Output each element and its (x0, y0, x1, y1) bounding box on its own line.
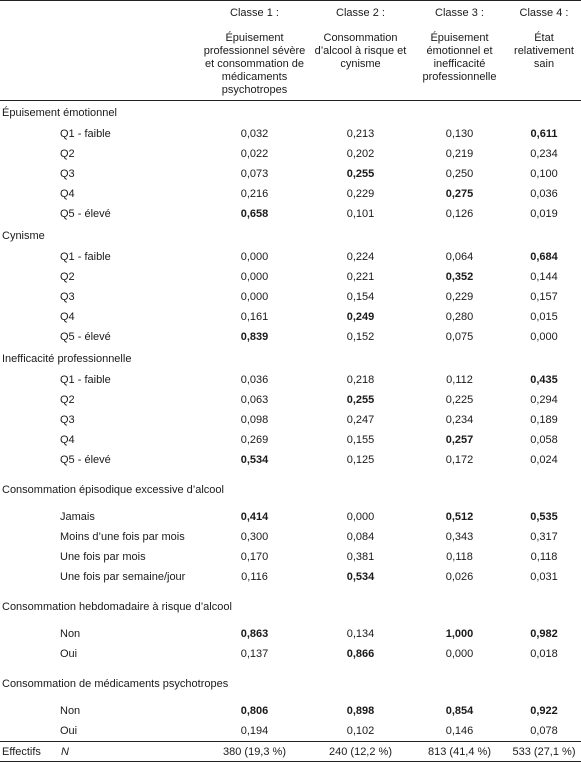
probability-cell: 0,218 (346, 374, 375, 386)
classe-title: Classe 1 : (230, 7, 279, 19)
row-label: Q5 - élevé (60, 454, 111, 466)
table-row (0, 450, 581, 470)
section-title: Consommation hebdomadaire à risque d’alcool (2, 601, 232, 613)
probability-cell: 0,024 (530, 454, 558, 466)
probability-cell: 0,102 (346, 725, 375, 737)
table-row (0, 204, 581, 224)
probability-cell: 0,152 (346, 331, 375, 343)
header-row (0, 1, 581, 101)
probability-cell: 0,866 (346, 648, 375, 660)
probability-cell: 0,255 (346, 168, 375, 180)
classe-description: État relativement sain (514, 32, 574, 70)
probability-cell: 0,300 (240, 531, 269, 543)
table-row (0, 287, 581, 307)
section-title: Inefficacité professionnelle (2, 352, 132, 365)
probability-cell: 0,036 (530, 188, 558, 200)
row-label: Q3 (60, 168, 75, 180)
header-classe-2 (309, 1, 412, 101)
probability-cell: 0,684 (530, 251, 558, 263)
probability-cell: 0,658 (240, 208, 269, 220)
probability-cell: 0,275 (445, 188, 474, 200)
table-row (0, 247, 581, 267)
probability-cell: 0,534 (240, 454, 269, 466)
table-row (0, 307, 581, 327)
probability-cell: 0,249 (346, 311, 375, 323)
probability-cell: 0,000 (240, 291, 269, 303)
row-label: Q4 (60, 434, 75, 446)
probability-cell: 0,063 (240, 394, 269, 406)
section-header-row (0, 470, 581, 507)
probability-cell: 0,352 (445, 271, 474, 283)
probability-cell: 1,000 (445, 628, 474, 640)
probability-cell: 0,125 (346, 454, 375, 466)
section-filler (309, 587, 581, 624)
table-row (0, 567, 581, 587)
probability-cell: 0,078 (530, 725, 558, 737)
probability-cell: 0,219 (445, 148, 474, 160)
row-label: Q1 - faible (60, 128, 111, 140)
probability-cell: 0,022 (240, 148, 269, 160)
probability-cell: 0,137 (240, 648, 269, 660)
table-row (0, 701, 581, 721)
effectifs-value: 813 (41,4 %) (412, 742, 507, 762)
probability-cell: 0,026 (445, 571, 474, 583)
probability-cell: 0,157 (530, 291, 558, 303)
row-label: Q5 - élevé (60, 331, 111, 343)
section-title: Épuisement émotionnel (2, 106, 117, 119)
section-header-row (0, 664, 581, 701)
probability-cell: 0,269 (240, 434, 269, 446)
table-row (0, 547, 581, 567)
probability-cell: 0,018 (530, 648, 558, 660)
table-row (0, 327, 581, 347)
table-row (0, 164, 581, 184)
probability-cell: 0,189 (530, 414, 558, 426)
row-label: Oui (60, 648, 78, 660)
table-row (0, 410, 581, 430)
table-row (0, 390, 581, 410)
row-label: Q4 (60, 188, 75, 200)
row-label: Q1 - faible (60, 374, 111, 386)
probability-cell: 0,154 (346, 291, 375, 303)
table-row (0, 267, 581, 287)
table-row (0, 124, 581, 144)
classe-title: Classe 2 : (336, 7, 385, 19)
row-label: Q4 (60, 311, 75, 323)
probability-cell: 0,250 (445, 168, 474, 180)
table-row (0, 721, 581, 742)
probability-cell: 0,806 (240, 705, 269, 717)
classe-description: Épuisement professionnel sévère et consommation de médicaments psychotropes (203, 32, 306, 96)
classe-description: Consommation d’alcool à risque et cynisme (314, 32, 407, 70)
probability-cell: 0,982 (530, 628, 558, 640)
section-header-row (0, 587, 581, 624)
probability-cell: 0,064 (445, 251, 474, 263)
probability-cell: 0,247 (346, 414, 375, 426)
probability-cell: 0,144 (530, 271, 558, 283)
probability-cell: 0,257 (445, 434, 474, 446)
probability-cell: 0,032 (240, 128, 269, 140)
row-label: Non (60, 705, 81, 717)
header-classe-1 (200, 1, 309, 101)
probability-cell: 0,000 (240, 271, 269, 283)
probability-cell: 0,075 (445, 331, 474, 343)
probability-cell: 0,202 (346, 148, 375, 160)
effectifs-label: Effectifs (2, 745, 41, 758)
probability-cell: 0,112 (446, 374, 473, 386)
probability-cell: 0,611 (530, 128, 558, 140)
table-row (0, 370, 581, 390)
section-title: Consommation de médicaments psychotropes (2, 678, 229, 690)
classe-title: Classe 3 : (435, 7, 484, 19)
probability-cell: 0,435 (530, 374, 558, 386)
row-label: Moins d’une fois par mois (60, 531, 185, 543)
probability-cell: 0,146 (445, 725, 474, 737)
probability-cell: 0,224 (346, 251, 375, 263)
probability-cell: 0,343 (445, 531, 474, 543)
row-label: Q3 (60, 414, 75, 426)
probability-cell: 0,015 (530, 311, 558, 323)
section-header-row (0, 101, 581, 125)
effectifs-value: 240 (12,2 %) (309, 742, 412, 762)
effectifs-n: N (61, 745, 69, 758)
table-body (0, 101, 581, 742)
probability-cell: 0,234 (530, 148, 558, 160)
probability-cell: 0,084 (346, 531, 375, 543)
probability-cell: 0,118 (530, 551, 558, 563)
probability-cell: 0,854 (445, 705, 474, 717)
table-row (0, 644, 581, 664)
probability-cell: 0,134 (346, 628, 375, 640)
probability-cell: 0,922 (530, 705, 558, 717)
probability-cell: 0,170 (240, 551, 269, 563)
probability-cell: 0,225 (445, 394, 474, 406)
probability-cell: 0,000 (445, 648, 474, 660)
probability-cell: 0,126 (445, 208, 474, 220)
section-filler (309, 664, 581, 701)
section-filler (309, 470, 581, 507)
table-row (0, 507, 581, 527)
table-row (0, 527, 581, 547)
header-blank (0, 1, 200, 101)
row-label: Q5 - élevé (60, 208, 111, 220)
row-label: Q2 (60, 271, 75, 283)
row-label: Une fois par semaine/jour (60, 571, 186, 583)
probability-cell: 0,155 (346, 434, 375, 446)
probability-cell: 0,317 (530, 531, 558, 543)
probability-cell: 0,000 (240, 251, 269, 263)
probability-cell: 0,116 (241, 571, 268, 583)
table-row (0, 430, 581, 450)
classe-description: Épuisement émotionnel et inefficacité professionnelle (422, 32, 497, 83)
probability-cell: 0,100 (530, 168, 558, 180)
header-classe-3 (412, 1, 507, 101)
probability-cell: 0,036 (240, 374, 269, 386)
row-label: Q1 - faible (60, 251, 111, 263)
probability-cell: 0,512 (445, 511, 474, 523)
probability-cell: 0,839 (240, 331, 269, 343)
probability-cell: 0,213 (346, 128, 375, 140)
probability-cell: 0,098 (240, 414, 269, 426)
table-row (0, 624, 581, 644)
probability-cell: 0,058 (530, 434, 558, 446)
probability-cell: 0,255 (346, 394, 375, 406)
classe-title: Classe 4 : (519, 7, 569, 19)
probability-cell: 0,161 (240, 311, 269, 323)
probability-cell: 0,031 (530, 571, 558, 583)
probability-cell: 0,534 (346, 571, 375, 583)
probability-cell: 0,130 (445, 128, 474, 140)
probability-cell: 0,280 (445, 311, 474, 323)
header-classe-4 (507, 1, 581, 101)
probability-cell: 0,073 (240, 168, 269, 180)
effectifs-value: 533 (27,1 %) (507, 742, 581, 762)
row-label: Une fois par mois (60, 551, 146, 563)
probability-cell: 0,414 (240, 511, 269, 523)
probability-cell: 0,221 (346, 271, 375, 283)
row-label: Q2 (60, 148, 75, 160)
table-row (0, 144, 581, 164)
probability-cell: 0,863 (240, 628, 269, 640)
row-label: Non (60, 628, 81, 640)
probability-cell: 0,216 (240, 188, 269, 200)
section-title: Consommation épisodique excessive d’alcool (2, 484, 224, 496)
probability-cell: 0,229 (346, 188, 375, 200)
effectifs-label-cell (0, 742, 200, 762)
section-header-row (0, 347, 581, 370)
probability-cell: 0,898 (346, 705, 375, 717)
probability-cell: 0,535 (530, 511, 558, 523)
section-title: Cynisme (2, 229, 45, 242)
probability-cell: 0,118 (446, 551, 473, 563)
row-label: Oui (60, 725, 78, 737)
probability-cell: 0,294 (530, 394, 558, 406)
section-header-row (0, 224, 581, 247)
row-label: Jamais (60, 511, 95, 523)
probability-cell: 0,000 (530, 331, 558, 343)
row-label: Q2 (60, 394, 75, 406)
table-row (0, 184, 581, 204)
probability-cell: 0,229 (445, 291, 474, 303)
row-label: Q3 (60, 291, 75, 303)
probability-cell: 0,172 (445, 454, 474, 466)
probability-cell: 0,101 (346, 208, 375, 220)
probability-cell: 0,019 (530, 208, 558, 220)
effectifs-value: 380 (19,3 %) (200, 742, 309, 762)
probability-cell: 0,381 (346, 551, 375, 563)
probability-cell: 0,234 (445, 414, 474, 426)
effectifs-row (0, 742, 581, 762)
probability-cell: 0,000 (346, 511, 375, 523)
probability-cell: 0,194 (240, 725, 269, 737)
